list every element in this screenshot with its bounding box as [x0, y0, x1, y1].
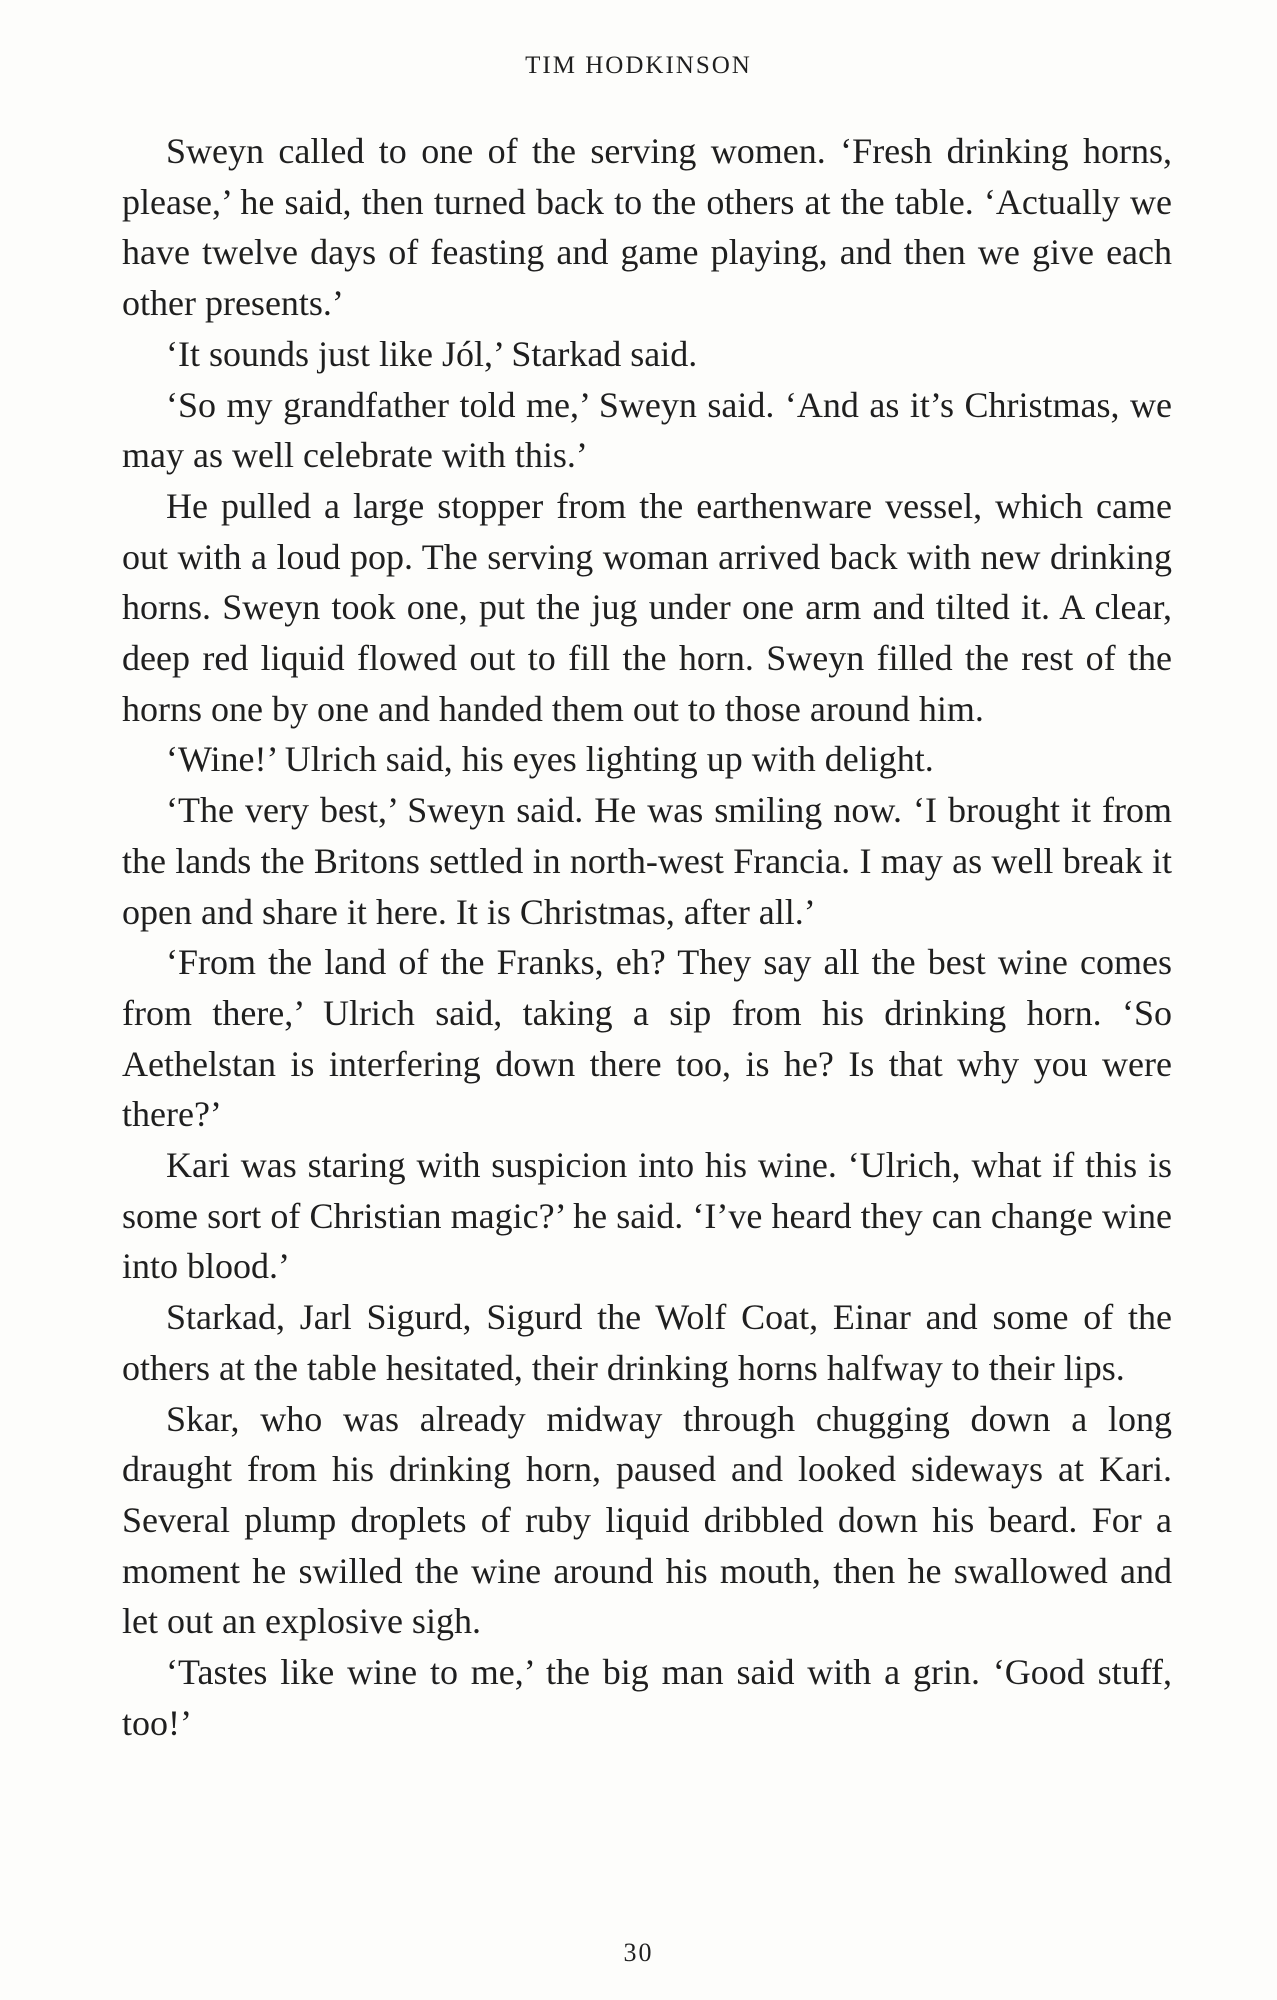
- paragraph: ‘From the land of the Franks, eh? They say all the best wine comes from there,’ Ulrich said, taking a sip from his drinking horn. ‘So Aethelstan is interfering down there too, is he? Is that why you were there?’: [122, 942, 1172, 1135]
- paragraph: Skar, who was already midway through chugging down a long draught from his drinking horn, paused and looked sideways at Kari. Several plump droplets of ruby liquid dribbled down his beard. For a moment he swilled the wine around his mouth, then he swallowed and let out an explosive sigh.: [122, 1398, 1172, 1642]
- paragraph: He pulled a large stopper from the earthenware vessel, which came out with a loud pop. The serving woman arrived back with new drinking horns. Sweyn took one, put the jug under one arm and tilted it. A clear, deep red liquid flowed out to fill the horn. Sweyn filled the rest of the horns one by one and handed them out to those around him.: [122, 485, 1172, 729]
- running-head: TIM HODKINSON: [525, 52, 752, 79]
- page-number: 30: [623, 1938, 654, 1967]
- body-text: [122, 126, 1172, 1749]
- paragraph: ‘Tastes like wine to me,’ the big man said with a grin. ‘Good stuff, too!’: [122, 1652, 1172, 1743]
- paragraph: ‘Wine!’ Ulrich said, his eyes lighting up with delight.: [166, 739, 934, 780]
- paragraph: ‘It sounds just like Jól,’ Starkad said.: [166, 333, 698, 374]
- paragraph: Starkad, Jarl Sigurd, Sigurd the Wolf Coat, Einar and some of the others at the table hesitated, their drinking horns halfway to their lips.: [122, 1297, 1172, 1388]
- paragraph: ‘So my grandfather told me,’ Sweyn said. ‘And as it’s Christmas, we may as well celebrate with this.’: [122, 384, 1172, 476]
- paragraph: Kari was staring with suspicion into his wine. ‘Ulrich, what if this is some sort of Christian magic?’ he said. ‘I’ve heard they can change wine into blood.’: [122, 1145, 1172, 1287]
- paragraph: Sweyn called to one of the serving women. ‘Fresh drinking horns, please,’ he said, then turned back to the others at the table. ‘Actually we have twelve days of feasting and game playing, and then we give each other presents.’: [122, 131, 1172, 324]
- paragraph: ‘The very best,’ Sweyn said. He was smiling now. ‘I brought it from the lands the Britons settled in north-west Francia. I may as well break it open and share it here. It is Christmas, after all.’: [122, 790, 1172, 932]
